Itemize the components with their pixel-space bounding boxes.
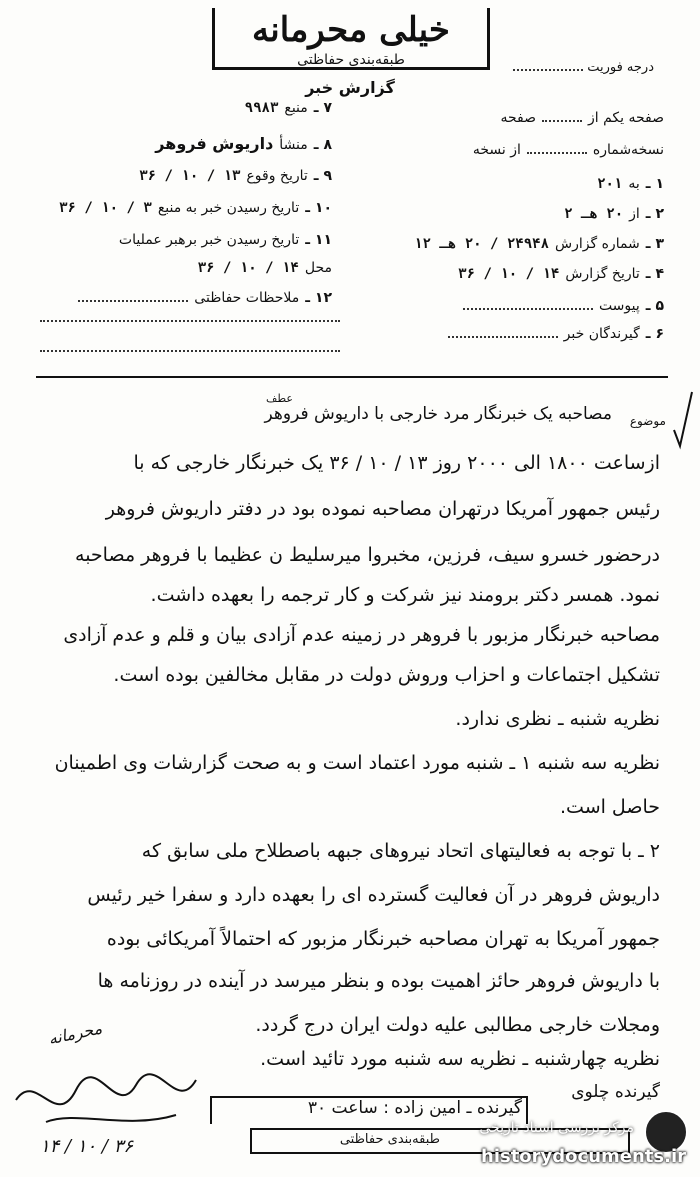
body-line: تشکیل اجتماعات و احزاب وروش دولت در مقابل مخالفین بوده است. [113,664,660,686]
classification-label: طبقه‌بندی حفاظتی [297,52,405,68]
body-line: رئیس جمهور آمریکا درتهران مصاحبه نموده بود در دفتر داریوش فروهر [105,498,660,520]
field-location: محل ۱۴ / ۱۰ / ۳۶ [197,260,332,276]
subject-reference-note: عطف [266,392,293,405]
field-source-received-date: ۱۰ ـ تاریخ رسیدن خبر به منبع ۳ / ۱۰ / ۳۶ [59,200,332,216]
security-notes-dotline-3 [40,344,340,352]
classification-stamp: خیلی محرمانه [252,10,450,50]
body-line: مصاحبه خبرنگار مزبور با فروهر در زمینه عدم آزادی بیان و قلم و عدم آزادی [63,624,660,646]
check-mark-icon [672,390,694,450]
field-report-number: ۳ ـ شماره گزارش ۲۴۹۴۸ / ۲۰ هـ ۱۲ [414,236,664,252]
field-to: ۱ ـ به ۲۰۱ [597,176,664,192]
body-line: با داریوش فروهر حائز اهمیت بوده و بنظر میرسد در آینده در روزنامه ها [97,970,660,992]
security-notes-dotline-2 [40,314,340,322]
body-line: ومجلات خارجی مطالبی علیه دولت ایران درج گردد. [255,1014,660,1036]
field-occurrence-date: ۹ ـ تاریخ وقوع ۱۳ / ۱۰ / ۳۶ [139,168,332,184]
field-security-notes: ۱۲ ـ ملاحظات حفاظتی [78,290,332,306]
body-line: حاصل است. [560,796,660,818]
field-recipients: ۶ ـ گیرندگان خبر [448,326,664,342]
header-divider [36,376,668,378]
field-from: ۲ ـ از ۲۰ هـ ۲ [564,206,664,222]
subject-text: مصاحبه یک خبرنگار مرد خارجی با داریوش فروهر [264,404,612,424]
security-notes-dotline [78,294,188,302]
signature-scribble-icon [6,1060,206,1140]
handwritten-date: ۱۴ / ۱۰ / ۳۶ [40,1136,134,1157]
field-report-date: ۴ ـ تاریخ گزارش ۱۴ / ۱۰ / ۳۶ [458,266,664,282]
subject-label: موضوع [629,414,666,428]
body-line: ۲ ـ با توجه به فعالیتهای اتحاد نیروهای جبهه باصطلاح ملی سابق که [141,840,660,862]
body-line: ازساعت ۱۸۰۰ الی ۲۰۰۰ روز ۱۳ / ۱۰ / ۳۶ یک خبرنگار خارجی که با [133,452,660,474]
receiver-box-text: گیرنده ـ امین زاده : ساعت ۳۰ [307,1098,522,1118]
handwritten-note: محرمانه [46,1018,104,1049]
field-operations-received-date: ۱۱ ـ تاریخ رسیدن خبر برهبر عملیات [118,232,332,248]
watermark-text: historydocuments.ir [481,1146,686,1167]
field-page: صفحه یکم از صفحه [500,110,664,126]
body-line: داریوش فروهر در آن فعالیت گسترده ای را بعهده دارد و سفرا خیر رئیس [87,884,660,906]
report-title: گزارش خبر [305,78,395,97]
field-origin: ۸ ـ منشأ داریوش فروهر [155,134,332,153]
priority-dotline [513,63,583,71]
field-source: ۷ ـ منبع ۹۹۸۳ [244,100,332,116]
body-line: درحضور خسرو سیف، فرزین، مخبروا میرسلیط ن عظیما با فروهر مصاحبه [75,544,660,566]
priority-label: درجه فوریت [513,60,654,75]
body-line: نمود. همسر دکتر برومند نیز شرکت و کار ترجمه را بعهده داشت. [150,584,660,606]
body-line: نظریه شنبه ـ نظری ندارد. [455,708,660,730]
receiver-label: گیرنده چلوی [571,1082,660,1102]
field-attachment: ۵ ـ پیوست [463,298,664,314]
body-line: نظریه سه شنبه ۱ ـ شنبه مورد اعتماد است و به صحت گزارشات وی اطمینان [54,752,660,774]
field-copy-number: نسخه‌شماره از نسخه [472,142,664,158]
body-line: جمهور آمریکا به تهران مصاحبه خبرنگار مزبور که احتمالاً آمریکائی بوده [106,928,660,950]
body-line: نظریه چهارشنبه ـ نظریه سه شنبه مورد تائید است. [260,1048,660,1070]
watermark-text-fa: مرکز بررسی اسناد تاریخی [479,1120,634,1136]
bottom-classification-text: طبقه‌بندی حفاظتی [339,1132,440,1147]
